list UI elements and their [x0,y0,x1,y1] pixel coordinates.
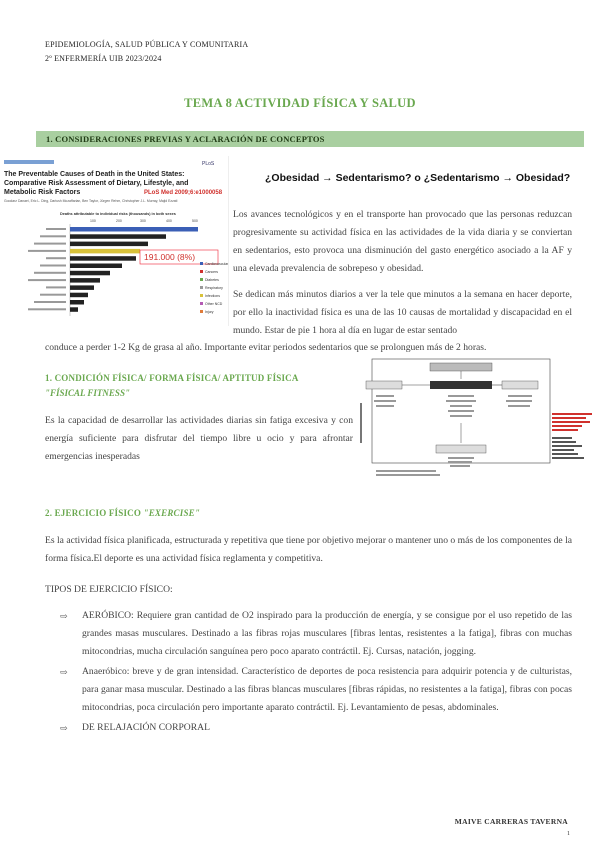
legend-swatch [200,310,203,313]
chart-bar [70,264,122,269]
legend-label: Diabetes [205,278,219,282]
chart-bar [70,278,100,283]
inactivity-paragraph: Se dedican más minutos diarios a ver la tele que minutos a la semana en hacer deporte, por ello la inactividad física es una de las 10 causas de mortalidad y discapacidad en el mundo. Estar de pie 1 hora al día en lugar de estar sentado [233,289,572,336]
chart-bar [70,300,84,305]
risk-factor-label [28,308,66,310]
legend-swatch [200,294,203,297]
chart-bar [70,307,78,312]
chart-bar [70,293,88,298]
exercise-heading-text: 2. EJERCICIO FÍSICO [45,508,144,518]
arrow-bullet-icon: ⇨ [60,611,68,621]
risk-factor-label [28,250,66,252]
article-authors: Goodarz Danaei, Eric L. Ding, Dariush Mozaffarian, Ben Taylor, Jürgen Rehm, Christopher J.L. Murray, Majid Ezzati [4,199,178,203]
arrow-bullet-icon: ⇨ [60,723,68,733]
footer-author: MAIVE CARRERAS TAVERNA [454,817,568,826]
legend-label: Injury [205,310,214,314]
page-title: TEMA 8 ACTIVIDAD FÍSICA Y SALUD [184,96,416,110]
legend-label: Infections [205,294,220,298]
svg-text:300: 300 [140,219,146,223]
article-citation: PLoS Med 2009;6:e1000058 [144,190,223,196]
chart-bar [70,227,198,232]
doc-header-course: 2º ENFERMERÍA UIB 2023/2024 [45,54,162,63]
legend-swatch [200,286,203,289]
chart-bar [70,234,166,239]
risk-factor-label [28,279,66,281]
list-item [60,663,572,717]
fitness-diagram [356,353,600,481]
risk-factor-label [34,243,66,245]
doc-header-subject: EPIDEMIOLOGÍA, SALUD PÚBLICA Y COMUNITARIA [45,40,249,49]
chart-caption: Deaths attributable to individual risks (thousands) in both sexes [60,212,176,216]
legend-label: Cardiovascular [205,262,228,266]
section-heading: 1. CONSIDERACIONES PREVIAS Y ACLARACIÓN DE CONCEPTOS [46,134,325,144]
exercise-definition: Es la actividad física planificada, estructurada y repetitiva que tiene por objetivo mejorar o mantener uno o más de los componentes de la forma física.El deporte es una actividad física reglamenta y competitiva. [45,535,572,564]
article-title-line1: The Preventable Causes of Death in the United States: [4,171,185,178]
exercise-heading [45,508,200,518]
highlight-value: 191.000 (8%) [144,252,196,262]
legend-label: Cancers [205,270,219,274]
list-item [60,719,572,737]
svg-text:400: 400 [166,219,172,223]
page-number: 1 [567,831,570,837]
fitness-subheading: "FÍSICAL FITNESS" [45,388,130,398]
article-figure [0,156,229,326]
risk-factor-label [34,272,66,274]
fitness-definition: Es la capacidad de desarrollar las actividades diarias sin fatiga excesiva y con energía suficiente para disfrutar del tiempo libre u ocio y para afrontar emergencias inesperadas [45,415,353,462]
type-relaxation: DE RELAJACIÓN CORPORAL [82,722,210,733]
list-item [60,607,572,661]
risk-factor-label [34,301,66,303]
exercise-heading-italic: "EXERCISE" [143,508,201,518]
chart-bar [70,285,94,290]
risk-factor-label [40,294,66,296]
svg-text:200: 200 [116,219,122,223]
legend-swatch [200,270,203,273]
risk-factor-label [46,286,66,288]
risk-factor-label [40,265,66,267]
chart-bar [70,271,110,276]
section-band [36,131,584,147]
legend-label: Other NCD [205,302,223,306]
legend-label: Respiratory [205,286,223,290]
section-question: ¿Obesidad → Sedentarismo? o ¿Sedentarismo → Obesidad? [265,172,571,184]
type-aerobic: AERÓBICO: Requiere gran cantidad de O2 inspirado para la producción de energía, y se consigue por el uso repetido de las grandes masas musculares. Destinado a las fibras rojas musculares [fibras lentas, resistentes a la fatiga], fibras con muchas mitocondrias, mucha circulación sanguínea pero poco aparato contráctil. Ej. Cursas, natación, jogging. [82,610,572,657]
risk-factor-label [40,235,66,237]
svg-text:100: 100 [90,219,96,223]
intro-paragraph: Los avances tecnológicos y en el transporte han provocado que las personas reduzcan progresivamente su actividad física en las actividades de la vida diaria y se conviertan en sedentarios, esto provoca una disminución del gasto energético asociado a la AF y una elevada prevalencia de sobrepeso y obesidad. [233,209,572,274]
article-figure-svg [0,156,228,326]
legend-swatch [200,262,203,265]
chart-bar [70,249,140,254]
exercise-types-title: TIPOS DE EJERCICIO FÍSICO: [45,584,173,595]
chart-bar [70,256,136,261]
exercise-types-list [60,607,572,739]
inactivity-paragraph-cont: conduce a perder 1-2 Kg de grasa al año. Importante evitar periodos sedentarios que se prolonguen más de 2 horas. [45,342,487,353]
journal-label: PLoS [202,161,215,167]
type-anaerobic: Anaeróbico: breve y de gran intensidad. Característico de deportes de poca resistencia para adquirir potencia y de culturistas, para ganar masa muscular. Destinado a las fibras blancas musculares [fibras rápidas, no resistentes a la fatiga], fibras con pocas mitocondrias, poca circulación pero importante aparato contráctil. Ej. Levantamiento de pesas, abdominales. [82,666,572,713]
risk-factor-label [46,228,66,230]
arrow-bullet-icon: ⇨ [60,667,68,677]
article-title-line3: Metabolic Risk Factors [4,189,81,196]
chart-bar [70,242,148,247]
svg-text:500: 500 [192,219,198,223]
risk-factor-label [46,257,66,259]
article-title-line2: Comparative Risk Assessment of Dietary, Lifestyle, and [4,180,189,187]
fitness-heading: 1. CONDICIÓN FÍSICA/ FORMA FÍSICA/ APTITUD FÍSICA [45,373,299,383]
legend-swatch [200,302,203,305]
journal-logo-bar [4,160,54,164]
legend-swatch [200,278,203,281]
fitness-diagram-svg [356,353,600,481]
